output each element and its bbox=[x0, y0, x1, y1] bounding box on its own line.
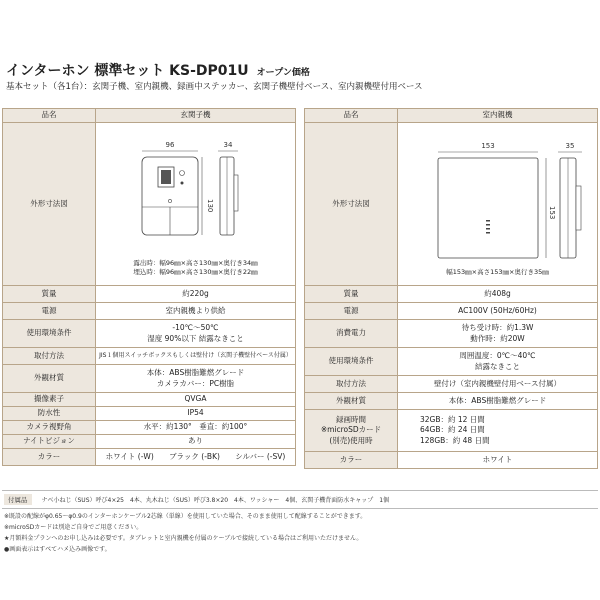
dim-width: 153 bbox=[481, 142, 495, 151]
accessories-label: 付属品 bbox=[4, 494, 32, 505]
material-cover: カメラカバー：PC樹脂 bbox=[156, 378, 235, 388]
table-row bbox=[305, 348, 598, 376]
color-value: ホワイト bbox=[398, 452, 598, 469]
table-row bbox=[305, 286, 598, 303]
recording-values bbox=[398, 410, 598, 452]
row-label: 外形寸法図 bbox=[3, 123, 96, 286]
row-label: 取付方法 bbox=[305, 376, 398, 393]
recording-128gb: 128GB：約 48 日間 bbox=[420, 435, 490, 445]
indoor-unit-diagram bbox=[398, 123, 598, 286]
outdoor-unit-diagram bbox=[96, 123, 296, 286]
table-row bbox=[3, 435, 296, 449]
notes-section bbox=[2, 490, 598, 553]
table-row bbox=[3, 348, 296, 365]
note-screen-image: ●画面表示はすべてハメ込み画像です。 bbox=[4, 546, 111, 553]
dim-width: 96 bbox=[165, 140, 175, 149]
product-title: インターホン 標準セット KS-DP01U bbox=[6, 63, 249, 79]
table-row bbox=[3, 407, 296, 421]
note-microsd: ※microSDカードは別途ご自身でご用意ください。 bbox=[4, 524, 143, 531]
row-label: 電源 bbox=[305, 303, 398, 320]
row-label: カラー bbox=[3, 449, 96, 466]
env-temp: 周囲温度：0℃〜40℃ bbox=[459, 351, 536, 361]
standby-power: 待ち受け時：約1.3W bbox=[461, 323, 534, 333]
row-label: 防水性 bbox=[3, 407, 96, 421]
row-label: 使用環境条件 bbox=[305, 348, 398, 376]
note-wiring: ※既設の配線がφ0.65〜φ0.9のインターホンケーブル2芯線（単線）を使用していた場合、そのまま使用して配線することができます。 bbox=[4, 513, 367, 520]
water-value: IP54 bbox=[96, 407, 296, 421]
table-row bbox=[3, 449, 296, 466]
table-row bbox=[3, 393, 296, 407]
table-row bbox=[305, 320, 598, 348]
row-label: カメラ視野角 bbox=[3, 421, 96, 435]
table-row bbox=[305, 376, 598, 393]
row-label: 外観材質 bbox=[3, 365, 96, 393]
table-row bbox=[305, 109, 598, 123]
material-value bbox=[96, 365, 296, 393]
table-row bbox=[3, 365, 296, 393]
row-label: 使用環境条件 bbox=[3, 320, 96, 348]
dim-note: 幅153㎜×高さ153㎜×奥行き35㎜ bbox=[446, 268, 549, 277]
color-white: ホワイト (-W) bbox=[105, 451, 154, 461]
table-row bbox=[305, 410, 598, 452]
color-silver: シルバー (-SV) bbox=[235, 451, 286, 461]
row-label: 取付方法 bbox=[3, 348, 96, 365]
table-row bbox=[305, 393, 598, 410]
recording-label-note2: (別売)使用時 bbox=[329, 435, 373, 445]
table-row bbox=[305, 452, 598, 469]
outdoor-unit-spec-table bbox=[2, 108, 296, 466]
row-label: ナイトビジョン bbox=[3, 435, 96, 449]
product-name: 室内親機 bbox=[398, 109, 598, 123]
recording-label bbox=[305, 410, 398, 452]
accessories-text: ナベ小ねじ（SUS）呼び4×25 4本、丸木ねじ（SUS）呼び3.8×20 4本、ワッシャー 4個、玄関子機背面防水キャップ 1個 bbox=[41, 497, 390, 504]
env-temp: -10℃〜50℃ bbox=[172, 323, 219, 333]
view-angle-value: 水平：約130° 垂直：約100° bbox=[96, 421, 296, 435]
indoor-unit-spec-table bbox=[304, 108, 598, 469]
table-row bbox=[3, 286, 296, 303]
table-row bbox=[3, 123, 296, 286]
env-humidity: 湿度 90%以下 結露なきこと bbox=[147, 333, 244, 343]
material-value: 本体：ABS樹脂難燃グレード bbox=[398, 393, 598, 410]
env-condensation: 結露なきこと bbox=[475, 361, 520, 371]
row-label: 外形寸法図 bbox=[305, 123, 398, 286]
table-row bbox=[3, 303, 296, 320]
recording-64gb: 64GB：約 24 日間 bbox=[420, 425, 485, 435]
dim-note-surface: 露出時：幅96㎜×高さ130㎜×奥行き34㎜ bbox=[133, 258, 258, 267]
row-label: 質量 bbox=[305, 286, 398, 303]
weight-value: 約408g bbox=[398, 286, 598, 303]
recording-label-note1: ※microSDカード bbox=[320, 425, 382, 435]
dim-note-embedded: 埋込時：幅96㎜×高さ130㎜×奥行き22㎜ bbox=[133, 268, 258, 276]
page-title bbox=[6, 60, 310, 80]
row-label: 品名 bbox=[305, 109, 398, 123]
note-plan: ★月額料金プランへのお申し込みは必要です。タブレットと室内親機を付属のケーブルで接続している場合はご利用いただけません。 bbox=[4, 535, 363, 542]
outdoor-unit-drawing bbox=[96, 131, 296, 259]
dim-depth: 35 bbox=[565, 142, 575, 151]
row-label: 電源 bbox=[3, 303, 96, 320]
env-value bbox=[96, 320, 296, 348]
row-label: 質量 bbox=[3, 286, 96, 303]
set-contents: 基本セット（各1台）：玄関子機、室内親機、録画中ステッカー、玄関子機壁付ベース、室内親機壁付用ベース bbox=[6, 82, 423, 92]
table-row bbox=[3, 109, 296, 123]
dim-depth: 34 bbox=[223, 140, 233, 149]
env-value bbox=[398, 348, 598, 376]
row-label: 外観材質 bbox=[305, 393, 398, 410]
consumption-value bbox=[398, 320, 598, 348]
row-label: カラー bbox=[305, 452, 398, 469]
mount-value: 壁付け（室内親機壁付用ベース付属） bbox=[398, 376, 598, 393]
mount-value: JIS１個用スイッチボックスもしくは壁付け（玄関子機壁付ベース付属） bbox=[96, 348, 296, 365]
power-value: AC100V (50Hz/60Hz) bbox=[398, 303, 598, 320]
dim-height: 130 bbox=[206, 198, 214, 213]
row-label: 品名 bbox=[3, 109, 96, 123]
sensor-value: QVGA bbox=[96, 393, 296, 407]
color-options bbox=[96, 449, 296, 466]
product-name: 玄関子機 bbox=[96, 109, 296, 123]
accessories-row bbox=[2, 490, 598, 509]
material-body: 本体：ABS樹脂難燃グレード bbox=[146, 368, 245, 378]
table-row bbox=[3, 320, 296, 348]
recording-32gb: 32GB：約 12 日間 bbox=[420, 415, 485, 425]
indoor-unit-drawing bbox=[398, 130, 598, 268]
row-label: 消費電力 bbox=[305, 320, 398, 348]
row-label: 撮像素子 bbox=[3, 393, 96, 407]
night-vision-value: あり bbox=[96, 435, 296, 449]
table-row bbox=[3, 421, 296, 435]
color-black: ブラック (-BK) bbox=[169, 451, 220, 461]
weight-value: 約220g bbox=[96, 286, 296, 303]
table-row bbox=[305, 123, 598, 286]
active-power: 動作時：約20W bbox=[470, 333, 525, 343]
power-value: 室内親機より供給 bbox=[96, 303, 296, 320]
recording-label-main: 録画時間 bbox=[336, 415, 366, 425]
dim-height: 153 bbox=[548, 206, 556, 220]
table-row bbox=[305, 303, 598, 320]
price-label: オープン価格 bbox=[256, 68, 310, 78]
